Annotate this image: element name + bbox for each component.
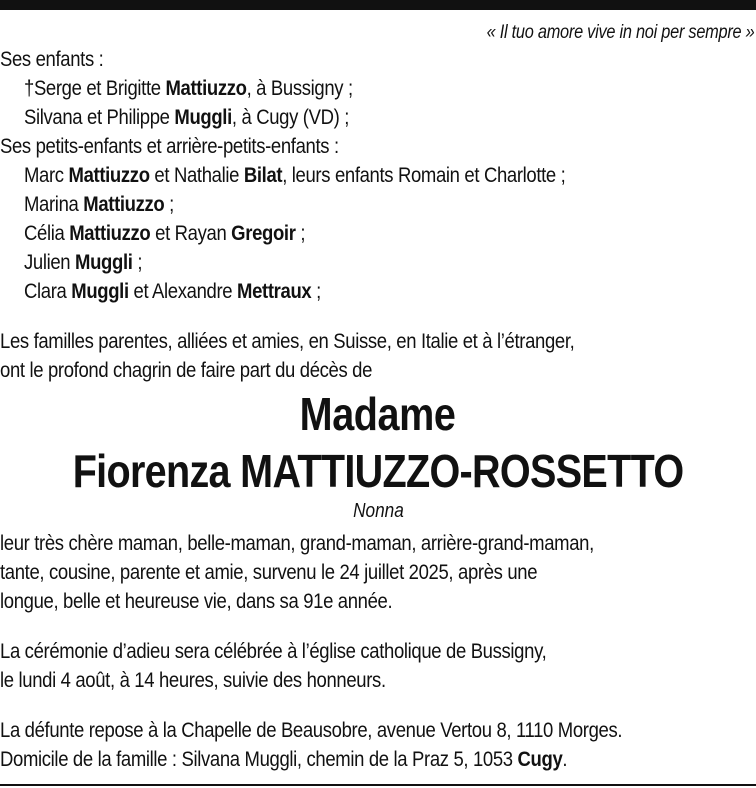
description-line-2: tante, cousine, parente et amie, survenu le 24 juillet 2025, après une	[0, 560, 538, 584]
deceased-name	[0, 444, 756, 498]
grandchild-4-surname: Muggli	[75, 250, 133, 274]
child-2-suffix: , à Cugy (VD) ;	[231, 105, 350, 129]
grandchild-1-end: , leurs enfants Romain et Charlotte ;	[282, 163, 566, 187]
child-line-1	[24, 74, 353, 103]
deceased-nickname-text: Nonna	[352, 500, 404, 522]
bottom-rule	[0, 784, 756, 786]
grandchild-4-first: Julien	[24, 250, 76, 274]
child-1-prefix: †Serge et Brigitte	[24, 76, 166, 100]
grandchild-line-3	[24, 219, 305, 248]
grandchild-line-2	[24, 190, 174, 219]
rest-line-2-bold: Cugy	[517, 747, 563, 771]
ceremony-line-2: le lundi 4 août, à 14 heures, suivie des honneurs.	[0, 668, 386, 692]
child-2-surname: Muggli	[174, 105, 232, 129]
child-2-prefix: Silvana et Philippe	[24, 105, 175, 129]
announcement-line-1: Les familles parentes, alliées et amies, en Suisse, en Italie et à l’étranger,	[0, 329, 575, 353]
description-line-1: leur très chère maman, belle-maman, grand-maman, arrière-grand-maman,	[0, 531, 594, 555]
grandchild-3-end: ;	[295, 221, 306, 245]
grandchild-line-4	[24, 248, 142, 277]
rest-line-2	[0, 745, 567, 774]
description-line-3: longue, belle et heureuse vie, dans sa 91e année.	[0, 589, 393, 613]
grandchild-1-partner-surname: Bilat	[243, 163, 283, 187]
deceased-title	[0, 388, 756, 440]
grandchild-2-first: Marina	[24, 192, 84, 216]
grandchild-3-mid: et Rayan	[150, 221, 232, 245]
deceased-name-text: Fiorenza MATTIUZZO-ROSSETTO	[72, 445, 684, 497]
child-line-2	[24, 103, 349, 132]
grandchild-2-surname: Mattiuzzo	[83, 192, 165, 216]
grandchild-5-end: ;	[311, 279, 321, 303]
grandchild-4-mid: ;	[132, 250, 143, 274]
grandchild-1-mid: et Nathalie	[149, 163, 244, 187]
grandchild-2-mid: ;	[164, 192, 174, 216]
grandchild-5-surname: Muggli	[71, 279, 129, 303]
grandchild-1-surname: Mattiuzzo	[68, 163, 150, 187]
grandchild-line-1	[24, 161, 565, 190]
child-1-surname: Mattiuzzo	[165, 76, 247, 100]
grandchild-3-surname: Mattiuzzo	[69, 221, 151, 245]
grandchild-1-first: Marc	[24, 163, 69, 187]
grandchild-5-mid: et Alexandre	[128, 279, 238, 303]
grandchild-line-5	[24, 277, 321, 306]
motto-quote: « Il tuo amore vive in noi per sempre »	[486, 22, 754, 43]
children-heading: Ses enfants :	[0, 47, 104, 71]
deceased-title-text: Madame	[300, 388, 456, 440]
rest-line-2-prefix: Domicile de la famille : Silvana Muggli, chemin de la Praz 5, 1053	[0, 747, 518, 771]
deceased-nickname	[0, 497, 756, 525]
grandchild-3-partner-surname: Gregoir	[231, 221, 296, 245]
top-rule	[0, 0, 756, 10]
rest-line-2-suffix: .	[562, 747, 568, 771]
grandchildren-heading: Ses petits-enfants et arrière-petits-enfants :	[0, 134, 339, 158]
child-1-suffix: , à Bussigny ;	[246, 76, 353, 100]
announcement-line-2: ont le profond chagrin de faire part du décès de	[0, 358, 373, 382]
rest-line-1: La défunte repose à la Chapelle de Beausobre, avenue Vertou 8, 1110 Morges.	[0, 718, 623, 742]
grandchild-5-partner-surname: Mettraux	[237, 279, 312, 303]
grandchild-3-first: Célia	[24, 221, 70, 245]
grandchild-5-first: Clara	[24, 279, 72, 303]
ceremony-line-1: La cérémonie d’adieu sera célébrée à l’église catholique de Bussigny,	[0, 639, 547, 663]
